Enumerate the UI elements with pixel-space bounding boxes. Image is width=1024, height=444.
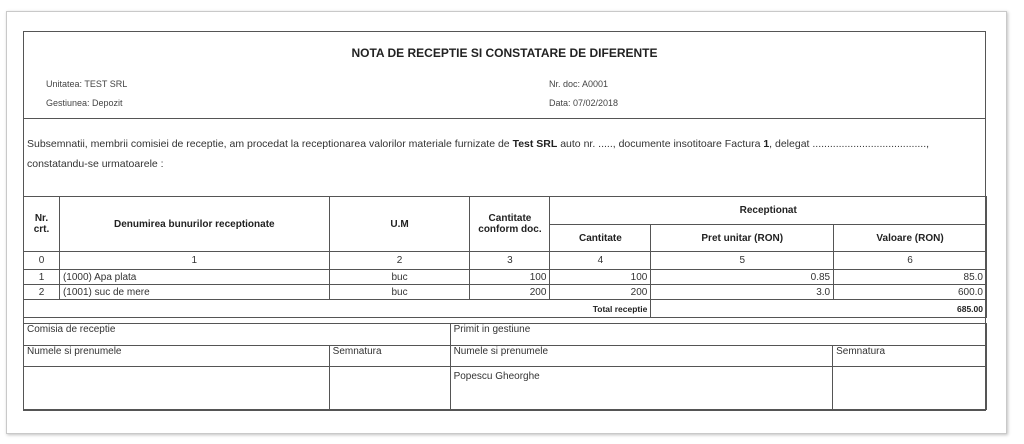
table-row <box>24 285 987 300</box>
column-number: 1 <box>59 252 329 270</box>
intro-text: auto nr. ....., documente insotitoare Factura <box>557 138 764 150</box>
document-title: NOTA DE RECEPTIE SI CONSTATARE DE DIFERENTE <box>351 46 658 60</box>
row-name: (1001) suc de mere <box>59 285 329 300</box>
receiver-signature-cell <box>833 367 987 410</box>
header-nr-crt: Nr. crt. <box>24 197 60 252</box>
signature-header-right: Semnatura <box>833 346 987 367</box>
header-receptionat: Receptionat <box>550 197 987 225</box>
table-row <box>24 270 987 285</box>
row-qty-doc: 100 <box>470 270 550 285</box>
row-qty: 200 <box>550 285 651 300</box>
commission-signature-cell <box>329 367 450 410</box>
doc-date: Data: 07/02/2018 <box>549 98 619 108</box>
intro-paragraph <box>27 134 981 174</box>
header-cantitate: Cantitate <box>550 225 651 252</box>
intro-text: constatandu-se urmatoarele : <box>27 158 164 170</box>
commission-label: Comisia de receptie <box>24 324 451 346</box>
row-um: buc <box>329 270 470 285</box>
row-nr: 1 <box>24 270 60 285</box>
name-header-left: Numele si prenumele <box>24 346 330 367</box>
commission-name-cell <box>24 367 330 410</box>
supplier-name: Test SRL <box>512 138 558 150</box>
doc-number: Nr. doc: A0001 <box>549 79 609 89</box>
total-value: 685.00 <box>651 300 987 318</box>
column-number: 4 <box>550 252 651 270</box>
column-number: 5 <box>651 252 834 270</box>
invoice-number: 1 <box>763 138 770 150</box>
total-row <box>24 300 987 318</box>
row-name: (1000) Apa plata <box>59 270 329 285</box>
name-header-right: Numele si prenumele <box>450 346 833 367</box>
divider <box>24 118 985 119</box>
row-price: 0.85 <box>651 270 834 285</box>
received-label: Primit in gestiune <box>450 324 986 346</box>
signature-header-left: Semnatura <box>329 346 450 367</box>
header-cantitate-doc: Cantitate conform doc. <box>470 197 550 252</box>
header-denumire: Denumirea bunurilor receptionate <box>59 197 329 252</box>
items-table <box>23 196 987 318</box>
header-pret-unitar: Pret unitar (RON) <box>651 225 834 252</box>
row-qty: 100 <box>550 270 651 285</box>
header-valoare: Valoare (RON) <box>834 225 987 252</box>
reception-note <box>23 31 986 411</box>
store-label: Gestiunea: Depozit <box>46 98 123 108</box>
signatures-table <box>23 323 987 410</box>
intro-text: Subsemnatii, membrii comisiei de receptie, am procedat la receptionarea valorilor materiale furnizate de <box>27 138 513 150</box>
row-value: 600.0 <box>834 285 987 300</box>
unit-label: Unitatea: TEST SRL <box>46 79 128 89</box>
column-number: 2 <box>329 252 470 270</box>
column-number: 3 <box>470 252 550 270</box>
total-label: Total receptie <box>24 300 651 318</box>
column-number: 6 <box>834 252 987 270</box>
row-um: buc <box>329 285 470 300</box>
row-nr: 2 <box>24 285 60 300</box>
column-number: 0 <box>24 252 60 270</box>
row-price: 3.0 <box>651 285 834 300</box>
row-value: 85.0 <box>834 270 987 285</box>
receiver-name: Popescu Gheorghe <box>450 367 833 410</box>
intro-text: , delegat ......................................., <box>769 138 930 150</box>
header-um: U.M <box>329 197 470 252</box>
row-qty-doc: 200 <box>470 285 550 300</box>
